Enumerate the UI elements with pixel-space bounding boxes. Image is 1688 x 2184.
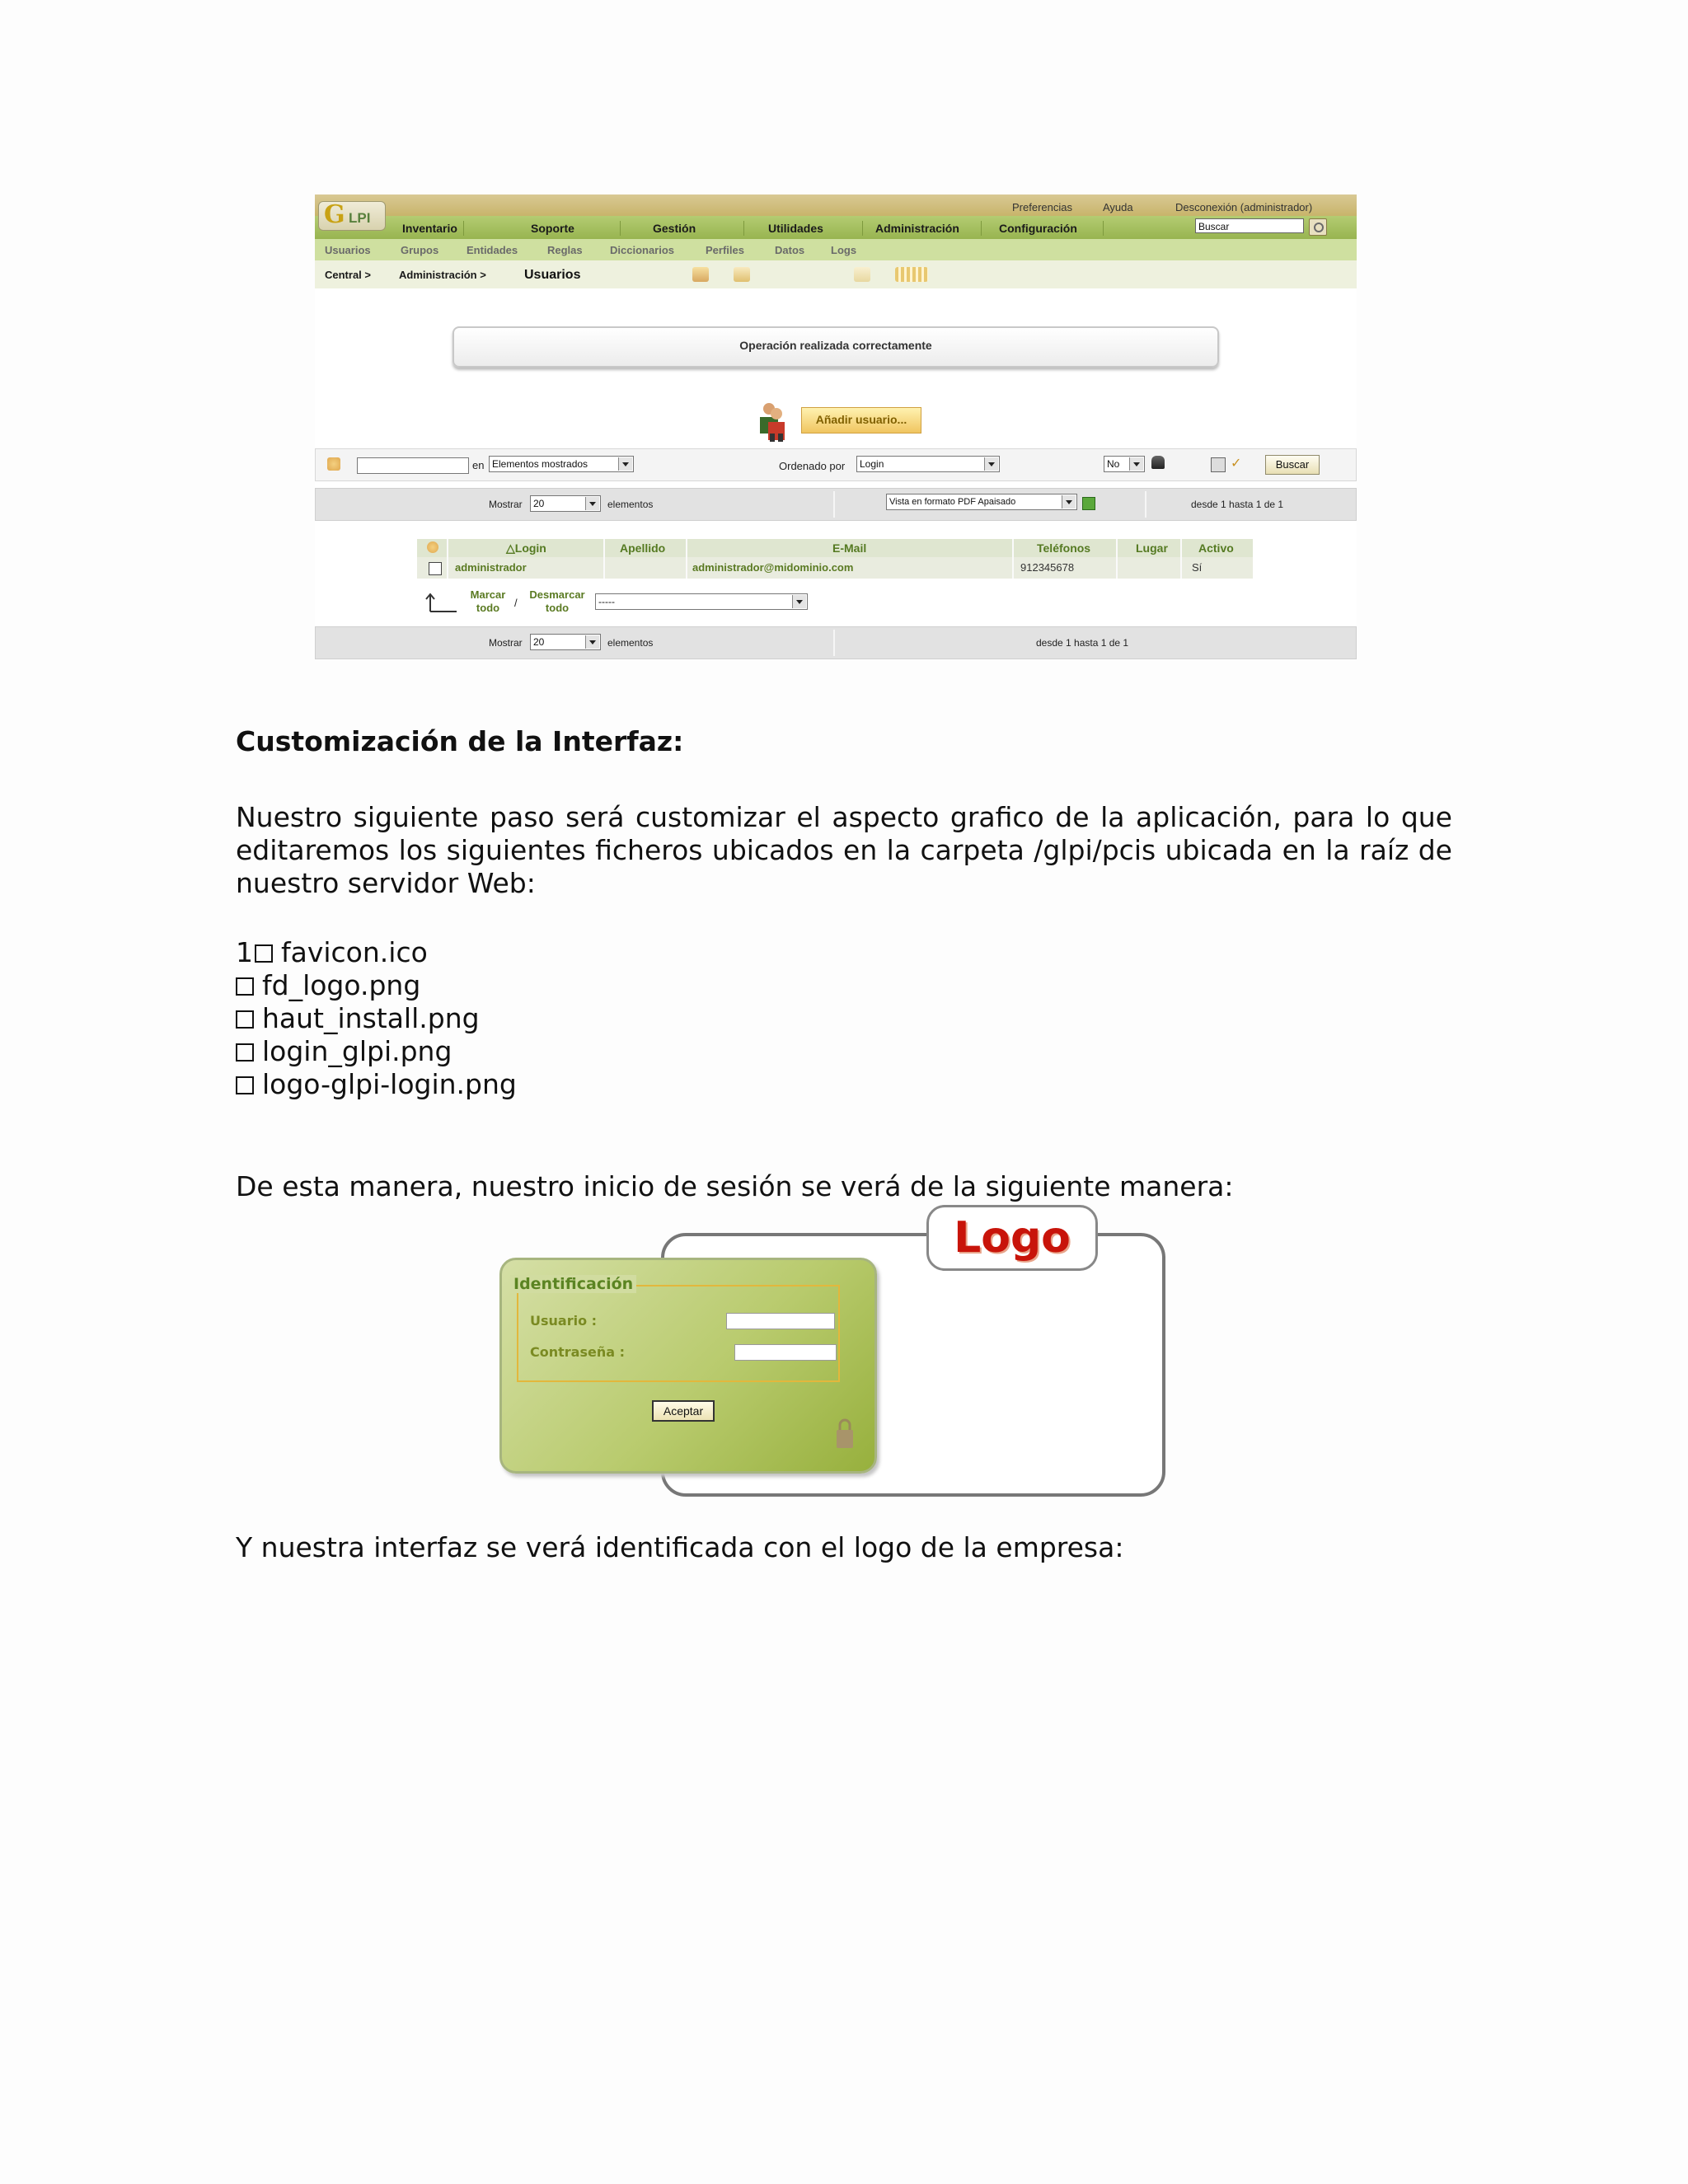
menu-inventario[interactable]: Inventario (402, 222, 457, 235)
print-icon[interactable] (1151, 456, 1165, 469)
check-all-link[interactable]: Marcar todo (470, 588, 506, 614)
bullet-box-icon (236, 1010, 254, 1029)
bullet-box-icon (236, 1043, 254, 1062)
section-heading: Customización de la Interfaz: (236, 725, 684, 757)
mass-action-select[interactable]: ----- (595, 593, 808, 610)
password-input[interactable] (734, 1344, 837, 1361)
deleted-select[interactable]: No (1104, 456, 1145, 472)
elements-label: elementos (607, 499, 654, 510)
submenu-logs[interactable]: Logs (831, 244, 857, 256)
submenu-entidades[interactable]: Entidades (467, 244, 518, 256)
submenu-datos[interactable]: Datos (775, 244, 805, 256)
col-email[interactable]: E-Mail (832, 541, 867, 555)
glpi-users-screenshot (315, 194, 1357, 659)
list-item: login_glpi.png (236, 1035, 517, 1068)
cell-email[interactable]: administrador@midominio.com (692, 561, 854, 574)
order-by-label: Ordenado por (779, 460, 846, 472)
paragraph-login: De esta manera, nuestro inicio de sesión se verá de la siguiente manera: (236, 1170, 1234, 1202)
breadcrumb (315, 260, 1357, 288)
login-panel (499, 1258, 877, 1474)
accept-button[interactable]: Aceptar (652, 1400, 715, 1422)
pager-range-bottom: desde 1 hasta 1 de 1 (1036, 637, 1129, 649)
edit-icon[interactable] (854, 267, 870, 282)
bullet-box-icon (255, 944, 273, 963)
bullet-box-icon (236, 1076, 254, 1094)
menu-configuracion[interactable]: Configuración (999, 222, 1077, 235)
company-logo (926, 1205, 1098, 1271)
page-size-select[interactable]: 20 (530, 495, 601, 512)
page-size-select-bottom[interactable]: 20 (530, 634, 601, 650)
submenu-diccionarios[interactable]: Diccionarios (610, 244, 675, 256)
login-legend: Identificación (510, 1275, 636, 1293)
success-message-text: Operación realizada correctamente (739, 339, 932, 352)
lock-icon (835, 1418, 855, 1450)
add-criteria-icon[interactable] (327, 457, 340, 471)
col-login[interactable]: △Login (506, 541, 546, 555)
breadcrumb-usuarios: Usuarios (524, 268, 581, 282)
uncheck-all-link[interactable]: Desmarcar todo (529, 588, 585, 614)
cell-telefonos: 912345678 (1020, 561, 1075, 574)
list-item: logo-glpi-login.png (236, 1068, 517, 1101)
col-lugar[interactable]: Lugar (1136, 541, 1168, 555)
pager-bottom (315, 626, 1357, 659)
pager-range: desde 1 hasta 1 de 1 (1191, 499, 1284, 510)
search-text-input[interactable] (357, 457, 469, 474)
help-link[interactable]: Ayuda (1103, 201, 1133, 213)
search-in-label: en (472, 459, 485, 471)
reset-icon[interactable] (1211, 457, 1226, 472)
header-icon (427, 541, 438, 553)
breadcrumb-administracion[interactable]: Administración > (399, 269, 486, 281)
arrow-up-icon (425, 592, 458, 613)
search-icon[interactable] (1309, 218, 1327, 236)
col-telefonos[interactable]: Teléfonos (1037, 541, 1091, 555)
cell-activo: Sí (1192, 561, 1203, 574)
submenu-reglas[interactable]: Reglas (547, 244, 583, 256)
menu-soporte[interactable]: Soporte (531, 222, 574, 235)
elements-label-bottom: elementos (607, 637, 654, 649)
search-field-select[interactable]: Elementos mostrados (489, 456, 634, 472)
glpi-logo[interactable]: G LPI (318, 201, 386, 231)
add-icon[interactable] (692, 267, 709, 282)
mass-separator: / (514, 597, 518, 609)
col-activo[interactable]: Activo (1198, 541, 1234, 555)
menu-utilidades[interactable]: Utilidades (768, 222, 823, 235)
list-item: haut_install.png (236, 1002, 517, 1035)
search-input[interactable]: Buscar (1195, 218, 1304, 233)
search-button[interactable]: Buscar (1265, 455, 1320, 475)
list-item: 1 favicon.ico (236, 936, 428, 968)
search-bar (315, 448, 1357, 481)
login-screenshot (499, 1205, 1172, 1502)
export-icon[interactable] (1082, 497, 1095, 510)
submenu-usuarios[interactable]: Usuarios (325, 244, 371, 256)
col-apellido[interactable]: Apellido (620, 541, 666, 555)
submenu-grupos[interactable]: Grupos (401, 244, 439, 256)
logo-text: Logo (954, 1213, 1071, 1263)
menu-gestion[interactable]: Gestión (653, 222, 696, 235)
stats-icon[interactable] (895, 267, 928, 282)
search-tool-icon[interactable] (734, 267, 750, 282)
paragraph-intro: Nuestro siguiente paso será customizar el aspecto grafico de la aplicación, para lo que editaremos los siguientes ficheros ubicados en la carpeta /glpi/pcis ubicada en la raíz de nuestro servidor Web: (236, 801, 1452, 899)
export-select[interactable]: Vista en formato PDF Apaisado (886, 494, 1077, 510)
pager-top (315, 488, 1357, 521)
users-icon[interactable] (758, 401, 786, 442)
list-item: fd_logo.png (236, 969, 517, 1002)
show-label: Mostrar (489, 499, 523, 510)
table-header (417, 539, 1253, 557)
password-label: Contraseña : (530, 1344, 625, 1360)
table-row (417, 557, 1253, 579)
cell-login[interactable]: administrador (455, 561, 527, 574)
paragraph-interface: Y nuestra interfaz se verá identificada con el logo de la empresa: (236, 1531, 1124, 1563)
login-fieldset (517, 1285, 840, 1382)
glpi-submenu (315, 239, 1357, 260)
glpi-main-menu (315, 216, 1357, 239)
glpi-top-bar (315, 194, 1357, 216)
bullet-box-icon (236, 977, 254, 996)
preferences-link[interactable]: Preferencias (1012, 201, 1072, 213)
row-checkbox[interactable] (429, 562, 442, 575)
menu-administracion[interactable]: Administración (875, 222, 959, 235)
success-message (452, 326, 1219, 368)
user-label: Usuario : (530, 1313, 598, 1329)
show-label-bottom: Mostrar (489, 637, 523, 649)
user-input[interactable] (726, 1313, 835, 1329)
bookmark-icon[interactable]: ✓ (1231, 457, 1242, 471)
breadcrumb-central[interactable]: Central > (325, 269, 371, 281)
order-by-select[interactable]: Login (856, 456, 1000, 472)
submenu-perfiles[interactable]: Perfiles (706, 244, 744, 256)
file-list (236, 936, 517, 1101)
logout-link[interactable]: Desconexión (administrador) (1175, 201, 1313, 213)
add-user-button[interactable]: Añadir usuario... (801, 407, 921, 434)
